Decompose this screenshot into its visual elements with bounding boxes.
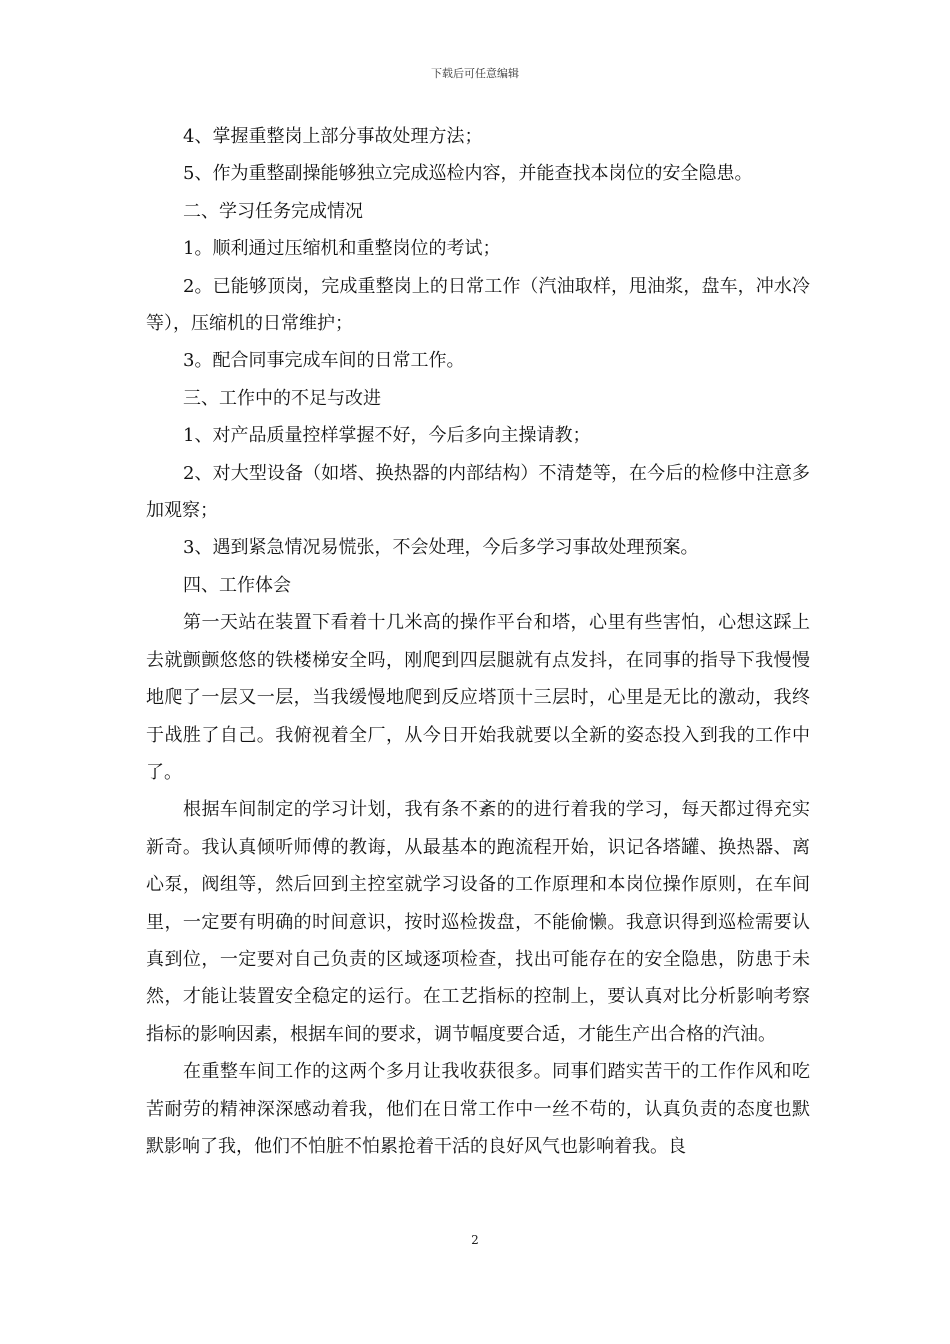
paragraph-task-2: 2。已能够顶岗，完成重整岗上的日常工作（汽油取样，甩油浆，盘车，冲水冷等），压缩机的日常维护； bbox=[146, 275, 810, 335]
section-heading-shortcomings: 三、工作中的不足与改进 bbox=[183, 387, 381, 409]
section-heading-learning-tasks: 二、学习任务完成情况 bbox=[183, 200, 363, 222]
document-body bbox=[146, 118, 810, 1165]
page-header: 下载后可任意编辑 bbox=[431, 67, 519, 80]
paragraph-shortcoming-3: 3、遇到紧急情况易慌张，不会处理，今后多学习事故处理预案。 bbox=[183, 537, 699, 559]
paragraph-experience-colleagues: 在重整车间工作的这两个多月让我收获很多。同事们踏实苦干的工作作风和吃苦耐劳的精神深深感动着我，他们在日常工作中一丝不苟的，认真负责的态度也默默影响了我，他们不怕脏不怕累抢着干活的良好风气也影响着我。良 bbox=[146, 1061, 810, 1157]
section-heading-experience: 四、工作体会 bbox=[183, 574, 291, 596]
paragraph-item-4: 4、掌握重整岗上部分事故处理方法； bbox=[183, 126, 483, 147]
page-number: 2 bbox=[471, 1233, 479, 1247]
paragraph-item-5: 5、作为重整副操能够独立完成巡检内容，并能查找本岗位的安全隐患。 bbox=[183, 163, 753, 185]
paragraph-experience-first-day: 第一天站在装置下看着十几米高的操作平台和塔，心里有些害怕，心想这踩上去就颤颤悠悠的铁楼梯安全吗，刚爬到四层腿就有点发抖，在同事的指导下我慢慢地爬了一层又一层，当我缓慢地爬到反应塔顶十三层时，心里是无比的激动，我终于战胜了自己。我俯视着全厂，从今日开始我就要以全新的姿态投入到我的工作中了。 bbox=[146, 612, 810, 783]
paragraph-shortcoming-1: 1、对产品质量控样掌握不好，今后多向主操请教； bbox=[183, 425, 591, 447]
paragraph-shortcoming-2: 2、对大型设备（如塔、换热器的内部结构）不清楚等，在今后的检修中注意多加观察； bbox=[146, 462, 810, 522]
paragraph-task-1: 1。顺利通过压缩机和重整岗位的考试； bbox=[183, 238, 501, 260]
paragraph-experience-study-plan: 根据车间制定的学习计划，我有条不紊的的进行着我的学习，每天都过得充实新奇。我认真倾听师傅的教诲，从最基本的跑流程开始，识记各塔罐、换热器、离心泵，阀组等，然后回到主控室就学习设备的工作原理和本岗位操作原则，在车间里，一定要有明确的时间意识，按时巡检拨盘，不能偷懒。我意识得到巡检需要认真到位，一定要对自己负责的区域逐项检查，找出可能存在的安全隐患，防患于未然，才能让装置安全稳定的运行。在工艺指标的控制上，要认真对比分析影响考察指标的影响因素，根据车间的要求，调节幅度要合适，才能生产出合格的汽油。 bbox=[146, 799, 810, 1045]
paragraph-task-3: 3。配合同事完成车间的日常工作。 bbox=[183, 350, 465, 372]
